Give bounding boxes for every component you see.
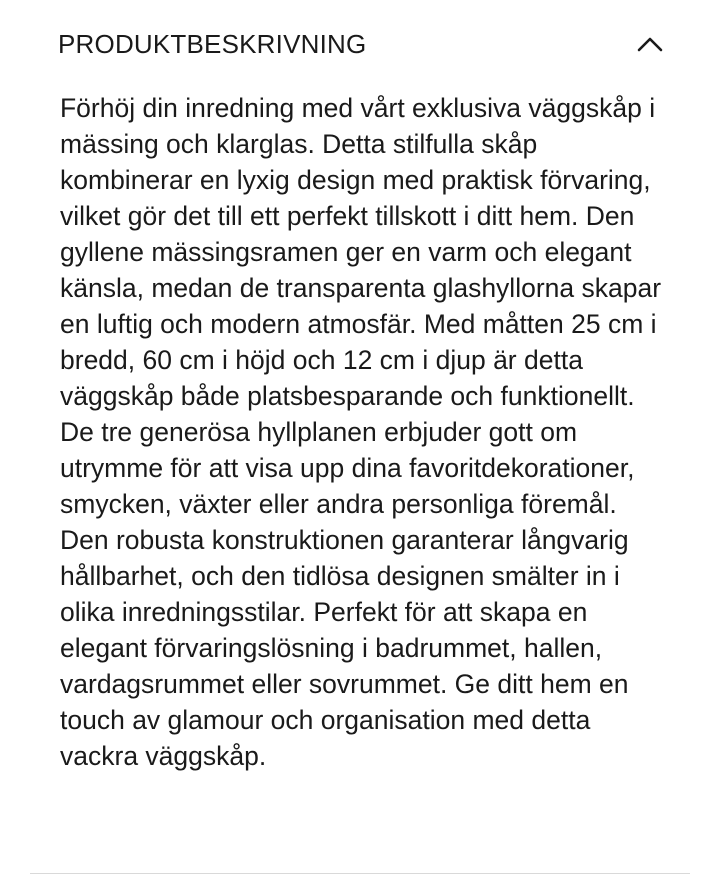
accordion-content (60, 90, 662, 774)
collapse-toggle-button[interactable] (630, 28, 670, 60)
accordion-header[interactable] (30, 0, 690, 88)
product-description-text: Förhöj din inredning med vårt exklusiva väggskåp i mässing och klarglas. Detta stilfulla skåp kombinerar en lyxig design med praktisk förvaring, vilket gör det till ett perfekt tillskott i ditt hem. Den gyllene mässingsramen ger en varm och elegant känsla, medan de transparenta glashyllorna skapar en luftig och modern atmosfär. Med måtten 25 cm i bredd, 60 cm i höjd och 12 cm i djup är detta väggskåp både platsbesparande och funktionellt. De tre generösa hyllplanen erbjuder gott om utrymme för att visa upp dina favoritdekorationer, smycken, växter eller andra personliga föremål. Den robusta konstruktionen garanterar långvarig hållbarhet, och den tidlösa designen smälter in i olika inredningsstilar. Perfekt för att skapa en elegant förvaringslösning i badrummet, hallen, vardagsrummet eller sovrummet. Ge ditt hem en touch av glamour och organisation med detta vackra väggskåp. (60, 93, 662, 771)
chevron-up-icon (637, 36, 663, 52)
product-description-accordion (30, 0, 690, 771)
divider (30, 873, 690, 874)
accordion-title: PRODUKTBESKRIVNING (58, 29, 367, 59)
